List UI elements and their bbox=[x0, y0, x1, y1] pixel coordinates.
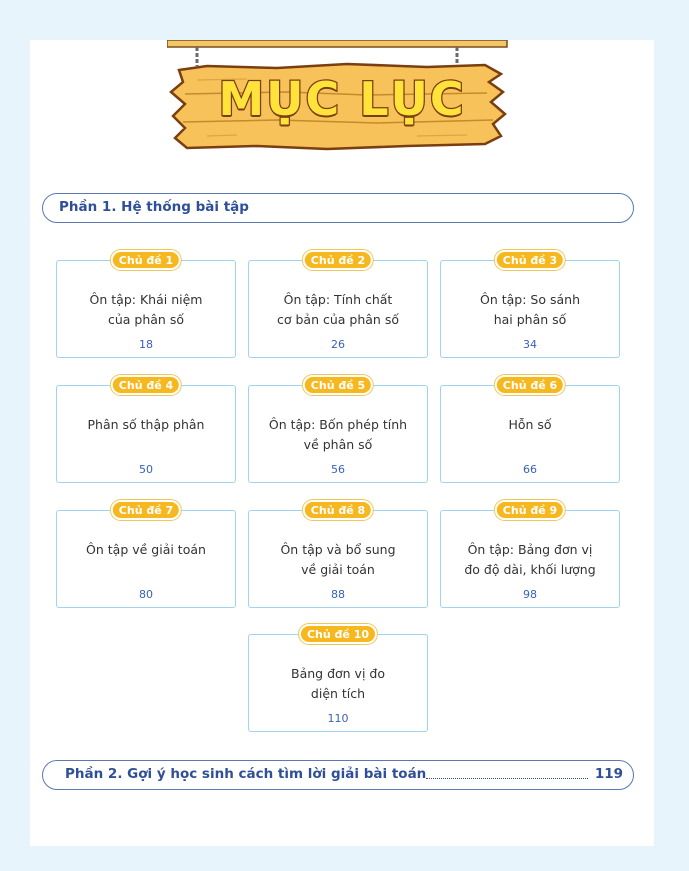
topic-title: Hỗn số bbox=[508, 417, 552, 432]
topic-card-1[interactable] bbox=[56, 254, 236, 358]
topic-card-5[interactable] bbox=[248, 379, 428, 483]
topic-page-number: 56 bbox=[331, 463, 345, 476]
topic-page-number: 66 bbox=[523, 463, 537, 476]
topic-title: Ôn tập về giải toán bbox=[86, 542, 206, 557]
toc-sign bbox=[167, 40, 517, 160]
topic-badge: Chủ đề 9 bbox=[495, 500, 565, 520]
topic-page-number: 50 bbox=[139, 463, 153, 476]
topic-title: Ôn tập và bổ sung về giải toán bbox=[280, 542, 396, 577]
topic-badge: Chủ đề 2 bbox=[303, 250, 373, 270]
topic-page-number: 18 bbox=[139, 338, 153, 351]
section-2-page-number: 119 bbox=[594, 766, 623, 782]
topic-title: Ôn tập: Khái niệm của phân số bbox=[89, 292, 203, 327]
topic-badge: Chủ đề 7 bbox=[111, 500, 181, 520]
topic-page-number: 80 bbox=[139, 588, 153, 601]
dot-leader bbox=[426, 778, 588, 779]
topic-badge: Chủ đề 5 bbox=[303, 375, 373, 395]
topic-card-7[interactable] bbox=[56, 504, 236, 608]
topic-badge: Chủ đề 10 bbox=[299, 624, 377, 644]
topic-title: Ôn tập: So sánh hai phân số bbox=[480, 292, 580, 327]
topic-card-4[interactable] bbox=[56, 379, 236, 483]
section-1-label: Phần 1. Hệ thống bài tập bbox=[59, 199, 249, 215]
topic-page-number: 110 bbox=[327, 712, 349, 725]
toc-page bbox=[30, 40, 654, 846]
topic-card-2[interactable] bbox=[248, 254, 428, 358]
topic-title: Ôn tập: Bốn phép tính về phân số bbox=[268, 417, 408, 452]
topic-badge: Chủ đề 3 bbox=[495, 250, 565, 270]
topic-page-number: 88 bbox=[331, 588, 345, 601]
topic-card-3[interactable] bbox=[440, 254, 620, 358]
topic-card-10[interactable] bbox=[248, 628, 428, 732]
topic-page-number: 98 bbox=[523, 588, 537, 601]
topic-card-6[interactable] bbox=[440, 379, 620, 483]
section-2-pill[interactable] bbox=[42, 760, 634, 790]
page-title: MỤC LỤC bbox=[218, 72, 466, 126]
topic-badge: Chủ đề 4 bbox=[111, 375, 181, 395]
topic-title: Bảng đơn vị đo diện tích bbox=[291, 666, 385, 701]
topic-page-number: 26 bbox=[331, 338, 345, 351]
topic-badge: Chủ đề 6 bbox=[495, 375, 565, 395]
topic-page-number: 34 bbox=[523, 338, 537, 351]
topic-card-9[interactable] bbox=[440, 504, 620, 608]
topic-title: Ôn tập: Bảng đơn vị đo độ dài, khối lượng bbox=[464, 542, 596, 577]
topic-badge: Chủ đề 1 bbox=[111, 250, 181, 270]
topic-title: Phân số thập phân bbox=[87, 417, 205, 432]
topic-title: Ôn tập: Tính chất cơ bản của phân số bbox=[277, 292, 399, 327]
topic-badge: Chủ đề 8 bbox=[303, 500, 373, 520]
section-1-pill[interactable] bbox=[42, 193, 634, 223]
section-2-label: Phần 2. Gợi ý học sinh cách tìm lời giải bài toán bbox=[65, 766, 427, 782]
topic-card-8[interactable] bbox=[248, 504, 428, 608]
